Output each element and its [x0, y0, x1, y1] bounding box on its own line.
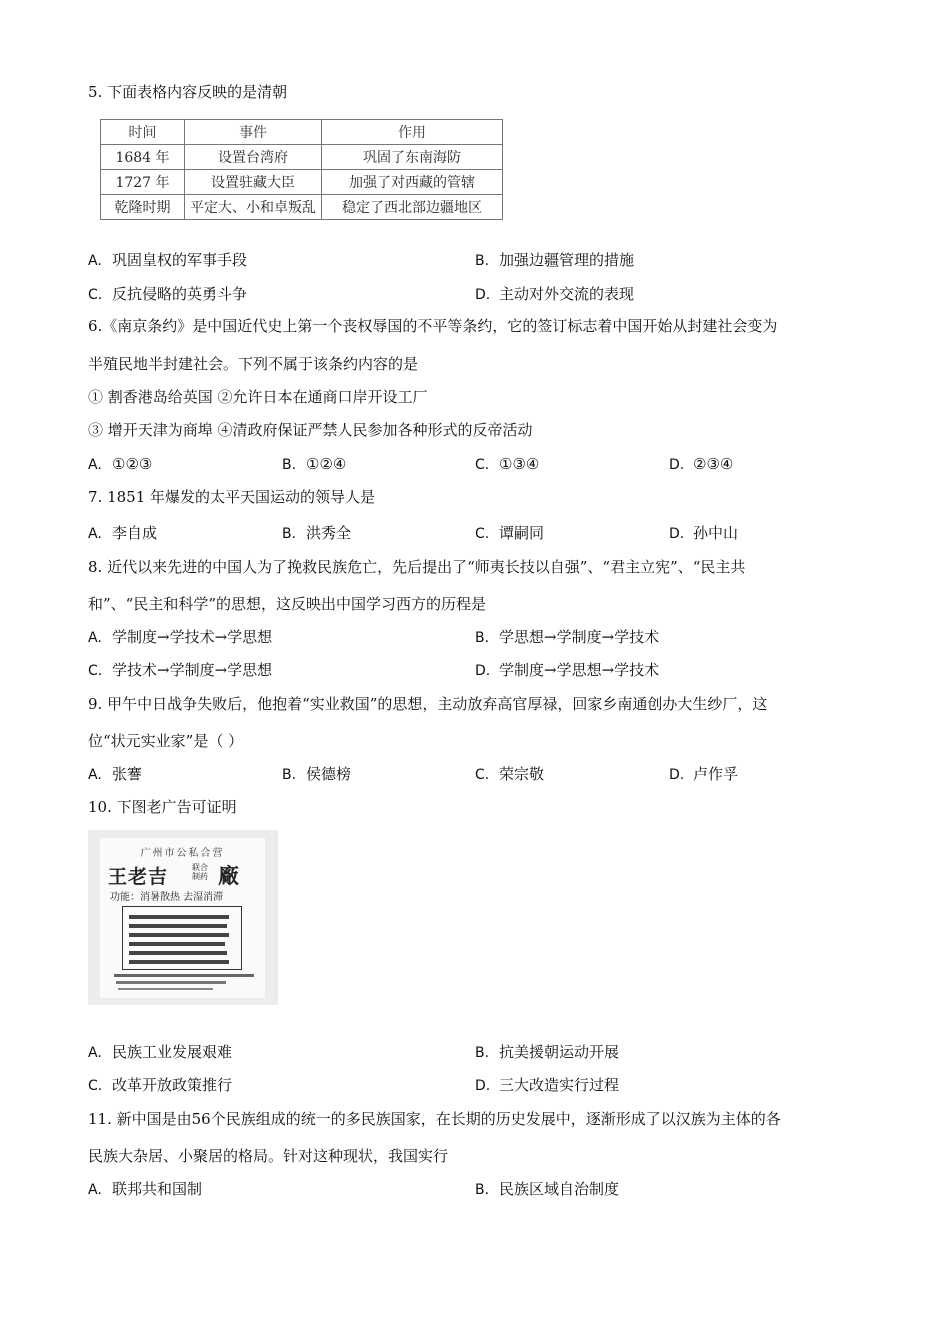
q6-stem-line1: 6.《南京条约》是中国近代史上第一个丧权辱国的不平等条约，它的签订标志着中国开始从封建社会变为 — [88, 317, 778, 335]
q8-option-c[interactable]: C. 学技术→学制度→学思想 — [88, 661, 273, 679]
q8-option-d[interactable]: D. 学制度→学思想→学技术 — [475, 661, 660, 679]
table-cell: 1684 年 — [101, 145, 185, 170]
ad-footer-line — [114, 974, 254, 977]
q9-stem-line2: 位“状元实业家”是（ ） — [88, 732, 244, 750]
table-header: 时间 — [101, 120, 185, 145]
ad-usage: 功能：消暑散热 去湿消滞 — [110, 892, 224, 903]
q9-option-d[interactable]: D. 卢作孚 — [669, 765, 739, 783]
table-cell: 1727 年 — [101, 170, 185, 195]
q11-stem-line1: 11. 新中国是由56个民族组成的统一的多民族国家，在长期的历史发展中，逐渐形成了以汉族为主体的各 — [88, 1110, 781, 1128]
q5-option-a[interactable]: A. 巩固皇权的军事手段 — [88, 251, 248, 269]
table-header-row — [101, 120, 503, 145]
table-cell: 巩固了东南海防 — [322, 145, 503, 170]
q5-table — [100, 119, 503, 220]
q5-option-c[interactable]: C. 反抗侵略的英勇斗争 — [88, 285, 248, 303]
ad-title: 王老吉 — [108, 866, 169, 888]
q6-stem-line2: 半殖民地半封建社会。下列不属于该条约内容的是 — [88, 355, 419, 373]
table-row — [101, 170, 503, 195]
ad-footer-line — [118, 988, 213, 990]
ad-subtitle: 广州市公私合营 — [140, 848, 225, 859]
table-row — [101, 195, 503, 220]
ad-factory-char: 廠 — [218, 863, 239, 888]
ad-text-row — [129, 960, 229, 964]
ad-text-row — [129, 915, 229, 919]
q10-option-b[interactable]: B. 抗美援朝运动开展 — [475, 1043, 620, 1061]
q11-stem-line2: 民族大杂居、小聚居的格局。针对这种现状，我国实行 — [88, 1147, 449, 1165]
q8-option-b[interactable]: B. 学思想→学制度→学技术 — [475, 628, 660, 646]
q7-option-b[interactable]: B. 洪秀全 — [282, 524, 352, 542]
table-row — [101, 145, 503, 170]
q11-option-b[interactable]: B. 民族区域自治制度 — [475, 1180, 620, 1198]
q7-option-d[interactable]: D. 孙中山 — [669, 524, 739, 542]
q5-option-d[interactable]: D. 主动对外交流的表现 — [475, 285, 635, 303]
q6-option-c[interactable]: C. ①③④ — [475, 455, 540, 473]
table-header: 作用 — [322, 120, 503, 145]
table-cell: 稳定了西北部边疆地区 — [322, 195, 503, 220]
q8-stem-line2: 和”、“民主和科学”的思想，这反映出中国学习西方的历程是 — [88, 595, 487, 613]
q6-option-d[interactable]: D. ②③④ — [669, 455, 734, 473]
ad-text-row — [129, 933, 229, 937]
q5-stem: 5. 下面表格内容反映的是清朝 — [88, 83, 288, 101]
q11-option-a[interactable]: A. 联邦共和国制 — [88, 1180, 203, 1198]
ad-footer-line — [116, 981, 226, 984]
table-cell: 设置驻藏大臣 — [185, 170, 322, 195]
table-cell: 加强了对西藏的管辖 — [322, 170, 503, 195]
q6-item-line2: ③ 增开天津为商埠 ④清政府保证严禁人民参加各种形式的反帝活动 — [88, 421, 533, 439]
q7-stem: 7. 1851 年爆发的太平天国运动的领导人是 — [88, 488, 376, 506]
q9-option-b[interactable]: B. 侯德榜 — [282, 765, 352, 783]
q10-option-c[interactable]: C. 改革开放政策推行 — [88, 1076, 233, 1094]
q10-stem: 10. 下图老广告可证明 — [88, 798, 237, 816]
q6-option-b[interactable]: B. ①②④ — [282, 455, 347, 473]
table-cell: 设置台湾府 — [185, 145, 322, 170]
advertisement-image — [88, 830, 278, 1005]
q7-option-c[interactable]: C. 谭嗣同 — [475, 524, 545, 542]
advertisement-paper — [100, 838, 265, 998]
q9-stem-line1: 9. 甲午中日战争失败后，他抱着“实业救国”的思想，主动放弃高官厚禄，回家乡南通创办大生纱厂，这 — [88, 695, 768, 713]
q9-option-c[interactable]: C. 荣宗敬 — [475, 765, 545, 783]
table-header: 事件 — [185, 120, 322, 145]
ad-text-row — [129, 951, 227, 955]
ad-text-row — [129, 942, 225, 946]
table-cell: 平定大、小和卓叛乱 — [185, 195, 322, 220]
ad-product-box — [122, 906, 242, 970]
q8-stem-line1: 8. 近代以来先进的中国人为了挽救民族危亡，先后提出了“师夷长技以自强”、“君主立宪”、“民主共 — [88, 558, 746, 576]
table-cell: 乾隆时期 — [101, 195, 185, 220]
q5-option-b[interactable]: B. 加强边疆管理的措施 — [475, 251, 635, 269]
q9-option-a[interactable]: A. 张謇 — [88, 765, 143, 783]
q6-option-a[interactable]: A. ①②③ — [88, 455, 153, 473]
ad-text-row — [129, 924, 227, 928]
q10-option-d[interactable]: D. 三大改造实行过程 — [475, 1076, 620, 1094]
q6-item-line1: ① 割香港岛给英国 ②允许日本在通商口岸开设工厂 — [88, 388, 428, 406]
q10-option-a[interactable]: A. 民族工业发展艰难 — [88, 1043, 233, 1061]
q7-option-a[interactable]: A. 李自成 — [88, 524, 158, 542]
ad-small-text: 联合制药 — [192, 863, 208, 881]
q8-option-a[interactable]: A. 学制度→学技术→学思想 — [88, 628, 273, 646]
